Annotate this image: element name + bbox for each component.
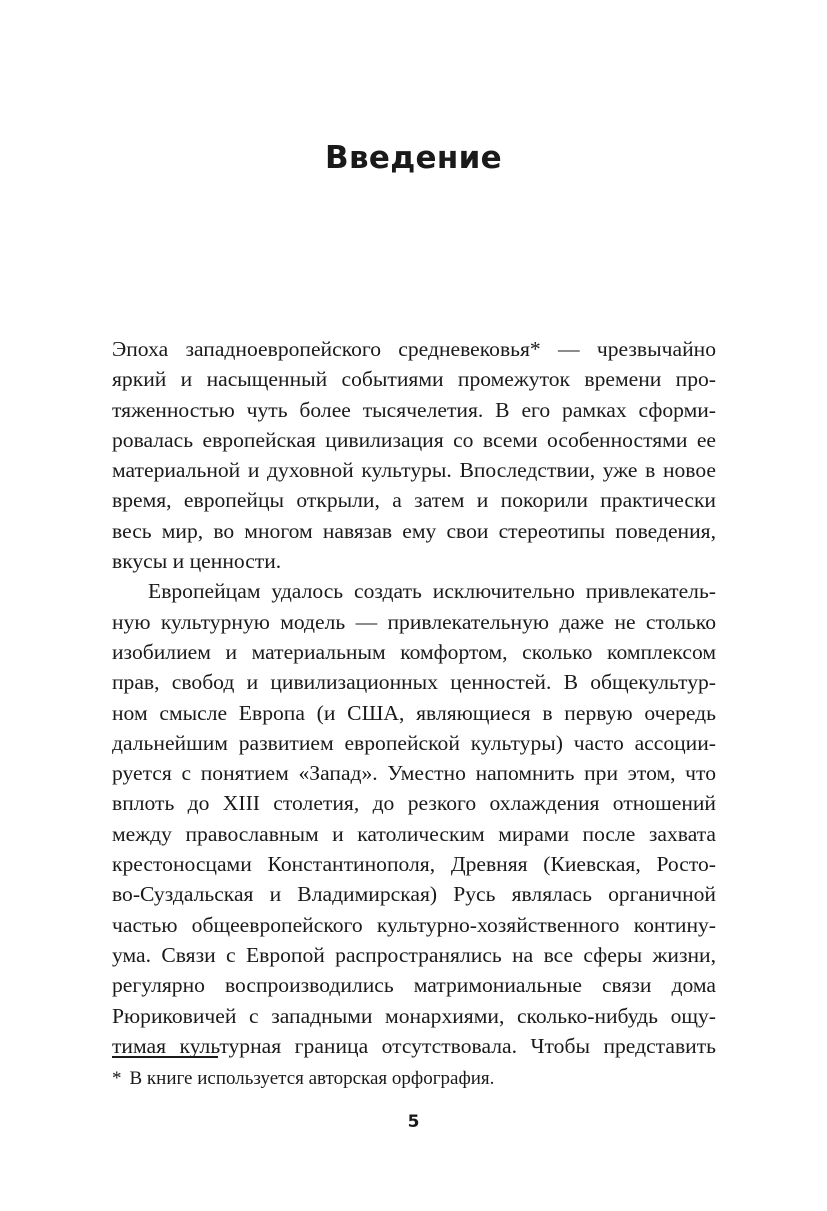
text-line: яркий и насыщенный событиями промежуток времени про- (112, 367, 716, 392)
text-line: весь мир, во многом навязав ему свои стереотипы поведения, (112, 518, 716, 543)
text-line: ную культурную модель — привлекательную даже не столько (112, 609, 716, 634)
chapter-title: Введение (325, 140, 502, 176)
footnote-text: В книге используется авторская орфография. (129, 1068, 495, 1089)
text-line: крестоносцами Константинополя, Древняя (Киевская, Росто- (112, 852, 716, 877)
text-line: вплоть до XIII столетия, до резкого охлаждения отношений (112, 791, 716, 816)
text-line: тимая культурная граница отсутствовала. Чтобы представить (112, 1033, 716, 1058)
text-line: Европейцам удалось создать исключительно привлекатель- (148, 579, 716, 604)
footnote-divider (112, 1056, 218, 1058)
footnote (112, 1066, 494, 1092)
paragraph (112, 576, 716, 1061)
paragraph (112, 334, 716, 576)
text-line: Эпоха западноевропейского средневековья* — чрезвычайно (112, 337, 716, 361)
text-line: прав, свобод и цивилизационных ценностей. В общекультур- (112, 670, 716, 695)
text-line: частью общеевропейского культурно-хозяйственного контину- (112, 912, 716, 937)
footnote-mark: * (112, 1068, 122, 1089)
body-text (112, 334, 716, 1061)
text-line: руется с понятием «Запад». Уместно напомнить при этом, что (112, 761, 716, 786)
text-line: тяженностью чуть более тысячелетия. В его рамках сформи- (112, 397, 716, 422)
page-number: 5 (407, 1112, 420, 1132)
text-line: регулярно воспроизводились матримониальные связи дома (112, 973, 716, 998)
text-line: время, европейцы открыли, а затем и покорили практически (112, 488, 716, 513)
text-line: вкусы и ценности. (112, 549, 282, 574)
text-line: изобилием и материальным комфортом, сколько комплексом (112, 639, 716, 664)
text-line: ума. Связи с Европой распространялись на все сферы жизни, (112, 942, 716, 967)
text-line: ровалась европейская цивилизация со всеми особенностями ее (112, 427, 716, 452)
text-line: во-Суздальская и Владимирская) Русь являлась органичной (112, 882, 716, 907)
text-line: материальной и духовной культуры. Впоследствии, уже в новое (112, 458, 716, 483)
text-line: между православным и католическим мирами после захвата (112, 821, 716, 846)
text-line: Рюриковичей с западными монархиями, сколько-нибудь ощу- (112, 1003, 716, 1028)
text-line: ном смысле Европа (и США, являющиеся в первую очередь (112, 700, 716, 725)
text-line: дальнейшим развитием европейской культуры) часто ассоции- (112, 730, 716, 755)
